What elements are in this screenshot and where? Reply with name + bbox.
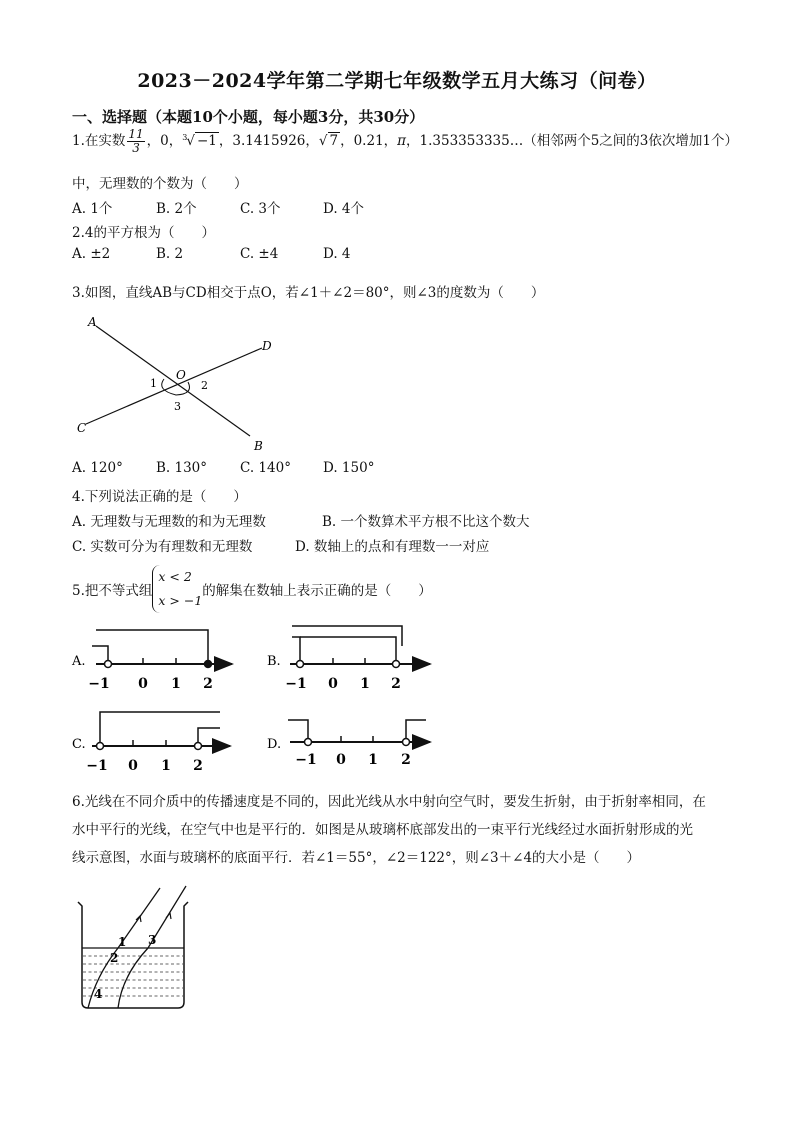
tick-d-0: 0	[336, 752, 346, 768]
label-o: O	[176, 368, 186, 382]
q4-option-a[interactable]: A. 无理数与无理数的和为无理数	[72, 514, 266, 530]
label-angle-3: 3	[174, 400, 181, 413]
label-angle-1: 1	[118, 935, 127, 949]
question-6-line1: 6.光线在不同介质中的传播速度是不同的，因此光线从水中射向空气时，要发生折射，由于折射率相同，在	[72, 794, 706, 810]
q1-option-c[interactable]: C. 3个	[240, 201, 281, 217]
label-angle-4: 4	[94, 987, 103, 1001]
label-angle-2: 2	[201, 379, 208, 392]
label-b: B	[254, 439, 263, 450]
label-a: A	[88, 315, 97, 329]
tick-c-0: 0	[128, 758, 138, 774]
q3-option-a[interactable]: A. 120°	[72, 460, 123, 476]
tick-a-neg1: −1	[88, 676, 110, 692]
q1-sqrt-body: 7	[329, 133, 339, 149]
tick-a-1: 1	[171, 676, 181, 692]
option-c-label: C.	[72, 737, 86, 752]
label-d: D	[262, 339, 272, 353]
option-b-label: B.	[267, 654, 281, 669]
line-ab	[96, 326, 250, 436]
option-d-label: D.	[267, 737, 282, 752]
q5-prefix: 5.把不等式组	[72, 583, 153, 599]
label-angle-1: 1	[150, 377, 157, 390]
q4-option-d[interactable]: D. 数轴上的点和有理数一一对应	[295, 539, 490, 555]
label-angle-3: 3	[148, 933, 157, 947]
tick-a-2: 2	[203, 676, 213, 692]
q2-option-d[interactable]: D. 4	[323, 246, 351, 262]
question-2-text: 2.4的平方根为（ ）	[72, 225, 215, 241]
question-6-line2: 水中平行的光线，在空气中也是平行的．如图是从玻璃杯底部发出的一束平行光线经过水面折射形成的光	[72, 822, 693, 838]
question-1-text: 1.在实数 $\frac{11}{3}$ ，0，$^3$√ −1 ，3.1415926，√ 7 ，0.21，π，1.353353335…（相邻两个5之间的3依次增加1个）	[72, 127, 738, 155]
number-line-b[interactable]	[267, 626, 430, 692]
tick-d-2: 2	[401, 752, 411, 768]
q4-option-b[interactable]: B. 一个数算术平方根不比这个数大	[322, 514, 530, 530]
tick-b-neg1: −1	[285, 676, 307, 692]
q2-option-c[interactable]: C. ±4	[240, 246, 279, 262]
q5-inequality-system	[152, 565, 202, 613]
tick-b-0: 0	[328, 676, 338, 692]
q4-option-c[interactable]: C. 实数可分为有理数和无理数	[72, 539, 253, 555]
label-angle-2: 2	[110, 951, 119, 965]
q1-pi: π	[397, 133, 407, 149]
number-line-d[interactable]	[267, 720, 430, 768]
q1-frac-num: 11	[128, 127, 144, 141]
q1-option-d[interactable]: D. 4个	[323, 201, 365, 217]
question-1-line2: 中，无理数的个数为（ ）	[72, 176, 248, 192]
q2-option-b[interactable]: B. 2	[156, 246, 184, 262]
q3-option-d[interactable]: D. 150°	[323, 460, 375, 476]
question-5-text	[72, 565, 432, 611]
number-line-c[interactable]	[72, 712, 230, 774]
tick-c-neg1: −1	[86, 758, 108, 774]
tick-b-1: 1	[360, 676, 370, 692]
tick-d-neg1: −1	[295, 752, 317, 768]
question-3-text: 3.如图，直线AB与CD相交于点O，若∠1＋∠2＝80°，则∠3的度数为（ ）	[72, 285, 545, 301]
q1-cuberoot-index: 3	[182, 132, 188, 142]
tick-c-1: 1	[161, 758, 171, 774]
tick-c-2: 2	[193, 758, 203, 774]
q1-cuberoot-body: −1	[196, 133, 217, 149]
section-heading-choice: 一、选择题（本题10个小题，每小题3分，共30分）	[72, 108, 425, 126]
intersecting-lines-figure	[72, 310, 282, 450]
tick-b-2: 2	[391, 676, 401, 692]
q1-option-a[interactable]: A. 1个	[72, 201, 113, 217]
question-4-text: 4.下列说法正确的是（ ）	[72, 489, 247, 505]
q3-option-c[interactable]: C. 140°	[240, 460, 291, 476]
q1-mid3: ，0.21，	[340, 133, 398, 149]
tick-d-1: 1	[368, 752, 378, 768]
q1-prefix: 1.在实数	[72, 133, 126, 149]
q5-ineq-1: x < 2	[158, 569, 192, 584]
label-c: C	[77, 421, 87, 435]
page-title: 2023－2024学年第二学期七年级数学五月大练习（问卷）	[137, 70, 657, 92]
q1-mid4: ，1.353353335…（相邻两个5之间的3依次增加1个）	[406, 133, 738, 149]
ray-2-water	[118, 948, 148, 1008]
q1-mid1: ，0，	[146, 133, 183, 149]
q3-option-b[interactable]: B. 130°	[156, 460, 208, 476]
q1-option-b[interactable]: B. 2个	[156, 201, 197, 217]
q1-fraction	[127, 128, 144, 155]
number-line-a[interactable]	[71, 630, 232, 692]
q1-frac-den: 3	[132, 141, 140, 155]
option-a-label: A.	[72, 654, 86, 669]
q5-ineq-2: x > −1	[158, 593, 203, 608]
glass-refraction-figure	[70, 880, 210, 1020]
q5-suffix: 的解集在数轴上表示正确的是（ ）	[202, 583, 432, 599]
question-6-line3: 线示意图，水面与玻璃杯的底面平行．若∠1＝55°，∠2＝122°，则∠3＋∠4的大小是（ ）	[72, 850, 641, 866]
q1-mid2: ，3.1415926，	[218, 133, 319, 149]
tick-a-0: 0	[138, 676, 148, 692]
q2-option-a[interactable]: A. ±2	[72, 246, 111, 262]
number-line-options	[70, 620, 730, 780]
